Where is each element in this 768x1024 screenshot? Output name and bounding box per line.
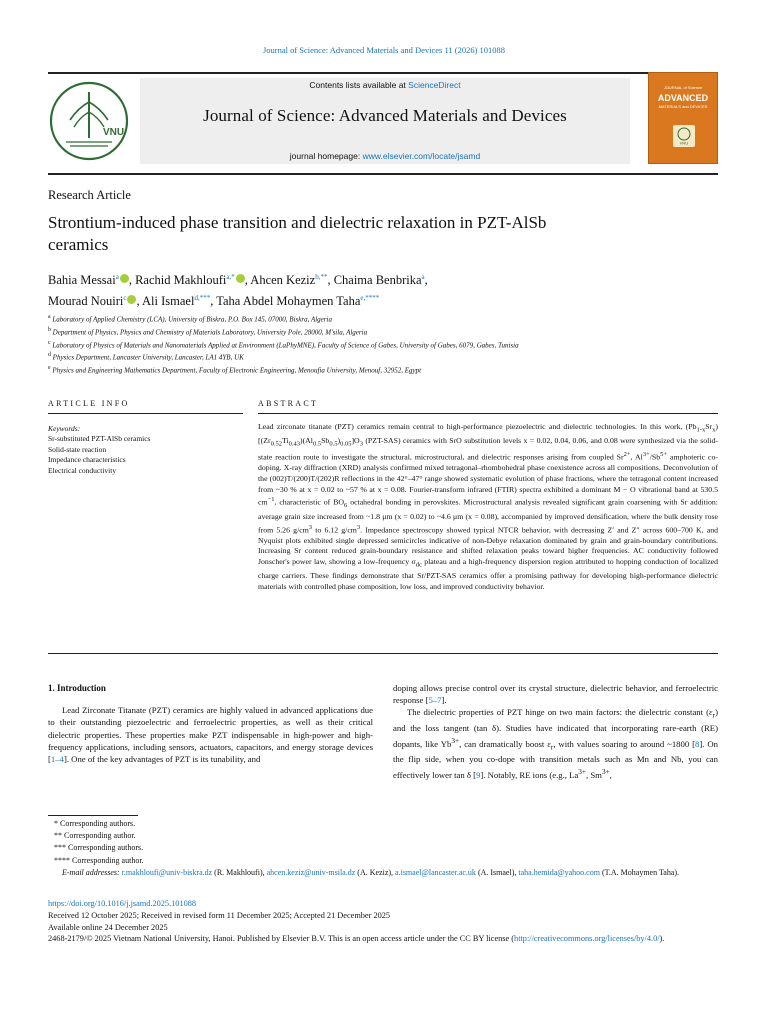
section-heading: 1. Introduction [48,683,106,693]
affiliation-list [48,312,718,376]
info-rule [48,413,243,414]
keyword: Electrical conductivity [48,465,117,475]
journal-title: Journal of Science: Advanced Materials and Devices [203,106,567,125]
citation-link[interactable]: 8 [695,738,700,749]
email-link[interactable]: ahcen.keziz@univ-msila.dz [266,867,356,877]
author-list [48,268,718,310]
email-link[interactable]: taha.hemida@yahoo.com [518,867,600,877]
header-top-rule [48,72,718,74]
homepage-prefix: journal homepage: [289,151,363,161]
author[interactable]: Ali Ismael$^{d,***}$, [142,294,217,309]
orcid-icon[interactable] [236,274,245,283]
author[interactable]: Rachid Makhloufi$^{a,*}$ , [135,273,251,288]
keyword: Impedance characteristics [48,455,126,464]
keywords-list [48,434,150,476]
author[interactable]: Chaima Benbrika$^a$, [333,273,428,288]
abstract-heading: ABSTRACT [258,399,319,408]
email-link[interactable]: a.ismael@lancaster.ac.uk [395,867,476,877]
citation-link[interactable]: 5–7 [428,695,442,706]
publication-info [48,898,718,945]
contents-prefix: Contents lists available at [309,80,409,90]
keywords-label: Keywords: [48,424,81,433]
author[interactable]: Bahia Messai$^a$ , [48,273,136,288]
author[interactable]: Ahcen Keziz$^{b,**}$, [250,273,334,288]
cover-title: ADVANCED [657,93,709,103]
email-addresses: E-mail addresses: r.makhloufi@univ-biskra.dz (R. Makhloufi), ahcen.keziz@univ-msila.dz (A. Keziz), a.ismael@lancaster.ac.uk (A. Ismael), taha.hemida@yahoo.com (T.A. Mohaymen Taha). [62,867,680,877]
article-type: Research Article [48,188,131,202]
footnote: ** Corresponding author. [54,831,136,841]
vnu-logo-text: VNU [103,127,125,138]
journal-cover-thumbnail[interactable] [648,72,718,164]
author[interactable]: Taha Abdel Mohaymen Taha$^{e,****}$ [216,294,380,309]
abstract-text: Lead zirconate titanate (PZT) ceramics remain central to high-performance piezoelectric and dielectric technologies. In this work, $(Pb_{1-x}Sr_x)[(Zr_{0.52}Ti_{0.43})(Al_{0.5}Sb_{0.5})_{0.05}]O_3$ (PZT-SAS) ceramics with SrO substitution levels x = 0.02, 0.04, 0.06, and 0.08 were synthesized via the solid-state reaction route to investigate the structural, microstructural, and dielectric responses arising from coupled $Sr^{2+}$, $Al^{3+}/Sb^{5+}$ amphoteric co-doping. X-ray diffraction (XRD) analysis confirmed mixed tetragonal–rhombohedral phase coexistence across all compositions. Deconvolution of the (002)T/(200)T/(202)R reflections in the 42°–47° range showed systematic evolution of phase fractions, where the tetragonal content increased from ~30 % at x = 0.02 to ~57 % at x = 0.08. Fourier-transform infrared (FTIR) spectra exhibited a dominant M − O vibrational band at 530.5 $cm^{-1}$, characteristic of $BO_6$ octahedral bonding in perovskites. Microstructural analysis revealed significant grain coarsening with Sr addition: average grain size increased from ~1.8 μm (x = 0.02) to ~4.6 μm (x = 0.08), accompanied by improved densification, where the bulk density rose from 5.26 $g/cm^3$ to 6.12 $g/cm^3$. Impedance spectroscopy showed typical NTCR behavior, with decreasing Z′ and Z″ across 600–700 K, and Nyquist plots exhibited single depressed semicircles indicative of non-Debye relaxation dominated by grain and grain-boundary contributions. Increasing Sr content reduced grain-boundary resistance and shifted relaxation peaks toward higher frequencies. AC conductivity followed Jonscher's power law, showing a low-frequency $\sigma_{dc}$ plateau and a high-frequency dispersion region attributed to hopping conduction of localized charge carriers. These findings demonstrate that Sr/PZT-SAS ceramics offer a promising pathway for developing high-performance dielectric materials with controlled phase composition, low loss, and improved conductivity behavior. [258,422,718,591]
available-online: Available online 24 December 2025 [48,922,168,932]
journal-homepage-link[interactable]: www.elsevier.com/locate/jsamd [362,151,481,161]
license-statement: 2468-2179/© 2025 Vietnam National University, Hanoi. Published by Elsevier B.V. This is an open access article under the CC BY license (http://creativecommons.org/licenses/by/4.0/). [48,934,665,944]
contents-line [140,80,630,90]
footnote: *** Corresponding authors. [54,843,144,853]
journal-citation[interactable]: Journal of Science: Advanced Materials and Devices 11 (2026) 101088 [262,45,506,55]
header-bottom-rule [48,173,718,175]
abstract-rule [258,413,718,414]
license-link[interactable]: http://creativecommons.org/licenses/by/4.0/ [514,934,660,944]
abstract-bottom-rule [48,653,718,654]
body-paragraph: The dielectric properties of PZT hinge on two main factors: the dielectric constant $(\varepsilon_r)$ and the loss tangent (tan δ). Studies have indicated that incorporating rare-earth (RE) dopants, like $Yb^{3+}$, can dramatically boost $\varepsilon_r$, with values soaring to around ~1800 [8]. On the flip side, when you co-dope with transition metals such as Mn and Nb, you can effectively lower tan δ [9]. Notably, RE ions (e.g., $La^{3+}$, $Sm^{3+}$, [393,707,718,780]
footnote-rule [48,815,138,816]
article-title: Strontium-induced phase transition and dielectric relaxation in PZT-AlSb ceramics [48,213,547,254]
body-paragraph: doping allows precise control over its crystal structure, dielectric behavior, and ferroelectric response [5–7]. [393,683,718,706]
cover-badge-text: VNU [679,140,689,146]
keyword: Sr-substituted PZT-AlSb ceramics [48,434,151,443]
received-dates: Received 12 October 2025; Received in revised form 11 December 2025; Accepted 21 December 2025 [48,910,391,920]
footnote: * Corresponding authors. [54,819,136,828]
footnote: **** Corresponding author. [54,855,144,865]
author[interactable]: Mourad Nouiri$^c$ , [48,294,143,309]
citation-link[interactable]: 1–4 [50,754,64,765]
affiliation: $^b$ Department of Physics, Physics and Chemistry of Materials Laboratory, University Pole, 28000, M'sila, Algeria [48,326,368,337]
journal-header-band [140,78,630,164]
vnu-logo-icon [48,80,130,162]
orcid-icon[interactable] [120,274,129,283]
body-left-column [48,682,373,765]
sciencedirect-link[interactable]: ScienceDirect [408,80,461,90]
body-paragraph: Lead Zirconate Titanate (PZT) ceramics are highly valued in advanced applications due to their outstanding piezoelectric and ferroelectric properties, as well as their critical dielectric properties. These properties make PZT indispensable in high-power and high-frequency applications, including sensors, actuators, capacitors, and energy storage devices [1–4]. One of the key advantages of PZT is its tunability, and [48,705,373,765]
homepage-line [140,151,630,161]
cover-journal-label: JOURNAL of Science [663,85,703,90]
article-info-heading: ARTICLE INFO [48,399,130,408]
keyword: Solid-state reaction [48,444,107,454]
affiliation: $^d$ Physics Department, Lancaster University, Lancaster, LA1 4YB, UK [48,352,244,362]
affiliation: $^c$ Laboratory of Physics of Materials and Nanomaterials Applied at Environment (LaPhyMNE), Faculty of Science of Gabes, University of Gabes, 6079, Gabes, Tunisia [48,339,519,349]
affiliation: $^e$ Physics and Engineering Mathematics Department, Faculty of Electronic Engineering, Menoufia University, Menouf, 32952, Egypt [48,365,422,375]
affiliation: $^a$ Laboratory of Applied Chemistry (LCA), University of Biskra, P.O. Box 145, 07000, Biskra, Algeria [48,314,332,324]
citation-link[interactable]: 9 [476,769,481,780]
doi-link[interactable]: https://doi.org/10.1016/j.jsamd.2025.101088 [48,899,197,908]
email-link[interactable]: r.makhloufi@univ-biskra.dz [121,867,213,877]
footnotes [48,818,718,879]
cover-badge-icon [673,125,695,147]
body-right-column [393,682,718,781]
cover-subtitle: MATERIALS and DEVICES [658,104,708,109]
